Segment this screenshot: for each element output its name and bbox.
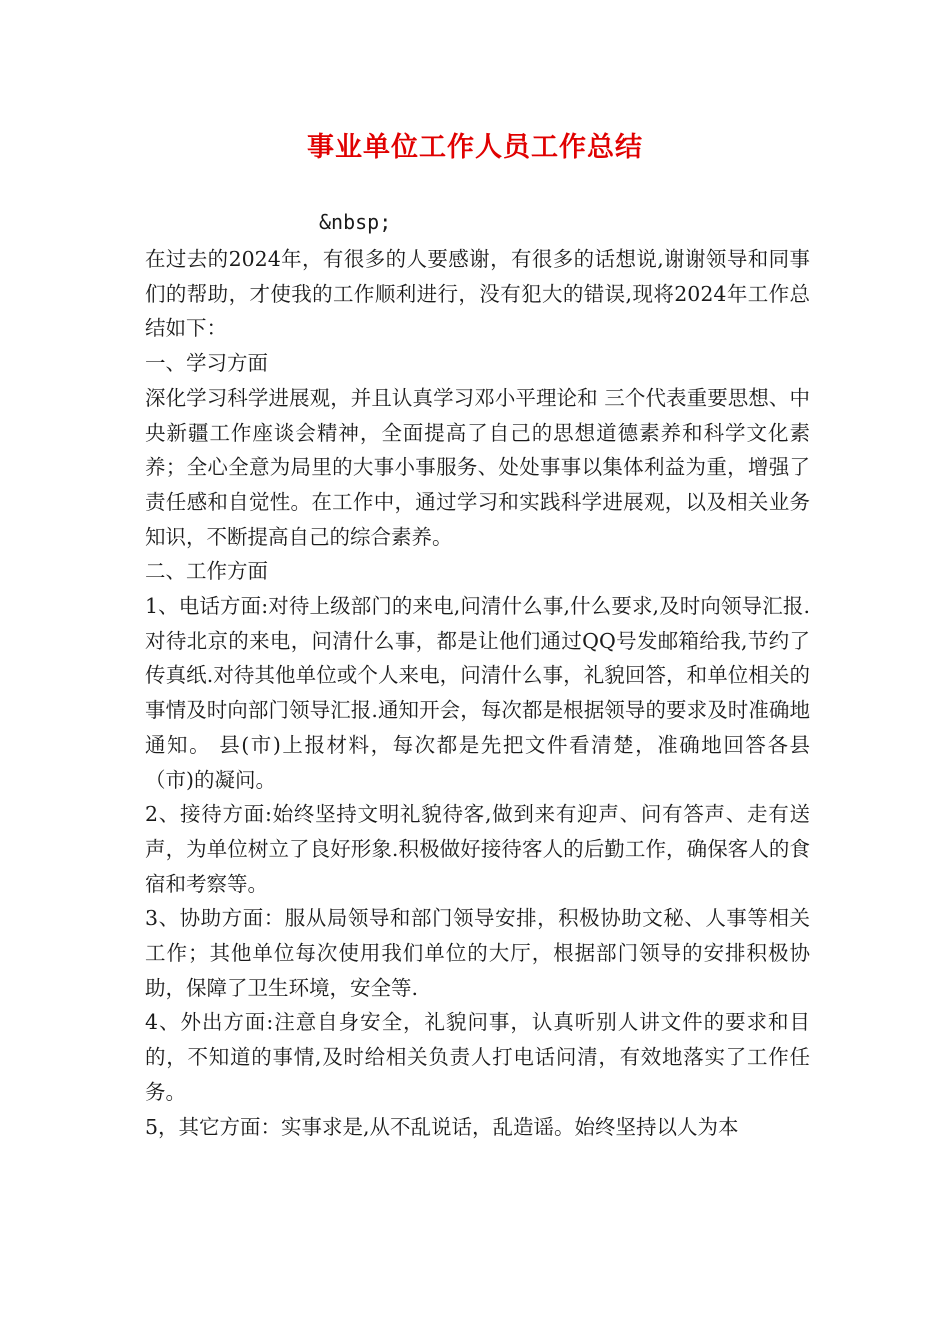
paragraph-reception: 2、接待方面:始终坚持文明礼貌待客,做到来有迎声、问有答声、走有送声，为单位树立了良好形象.积极做好接待客人的后勤工作，确保客人的食宿和考察等。: [145, 802, 810, 896]
paragraph-study: 深化学习科学进展观，并且认真学习邓小平理论和 三个代表重要思想、中央新疆工作座谈会精神，全面提高了自己的思想道德素养和科学文化素养；全心全意为局里的大事小事服务、处处事事以集体利益为重，增强了责任感和自觉性。在工作中，通过学习和实践科学进展观，以及相关业务知识，不断提高自己的综合素养。: [145, 385, 810, 549]
paragraph-outing: 4、外出方面:注意自身安全，礼貌问事，认真听别人讲文件的要求和目的，不知道的事情,及时给相关负责人打电话问清，有效地落实了工作任务。: [145, 1010, 810, 1104]
paragraph-assist: 3、协助方面：服从局领导和部门领导安排，积极协助文秘、人事等相关工作；其他单位每次使用我们单位的大厅，根据部门领导的安排积极协助，保障了卫生环境，安全等.: [145, 906, 810, 1000]
paragraph-intro: 在过去的2024年，有很多的人要感谢，有很多的话想说,谢谢领导和同事们的帮助，才使我的工作顺利进行，没有犯大的错误,现将2024年工作总结如下：: [145, 247, 810, 341]
nbsp-text: &nbsp;: [319, 210, 392, 234]
paragraph-other: 5，其它方面：实事求是,从不乱说话，乱造谣。始终坚持以人为本: [145, 1114, 739, 1139]
heading-study: 一、学习方面: [145, 351, 268, 376]
heading-work: 二、工作方面: [145, 559, 268, 584]
paragraph-phone: 1、电话方面:对待上级部门的来电,问清什么事,什么要求,及时向领导汇报.对待北京的来电，问清什么事，都是让他们通过QQ号发邮箱给我,节约了传真纸.对待其他单位或个人来电，问清什么事，礼貌回答，和单位相关的事情及时向部门领导汇报.通知开会，每次都是根据领导的要求及时准确地通知。 县(市)上报材料，每次都是先把文件看清楚，准确地回答各县（市)的凝问。: [145, 594, 810, 792]
document-body: [145, 242, 810, 1144]
document-title: 事业单位工作人员工作总结: [307, 132, 643, 163]
